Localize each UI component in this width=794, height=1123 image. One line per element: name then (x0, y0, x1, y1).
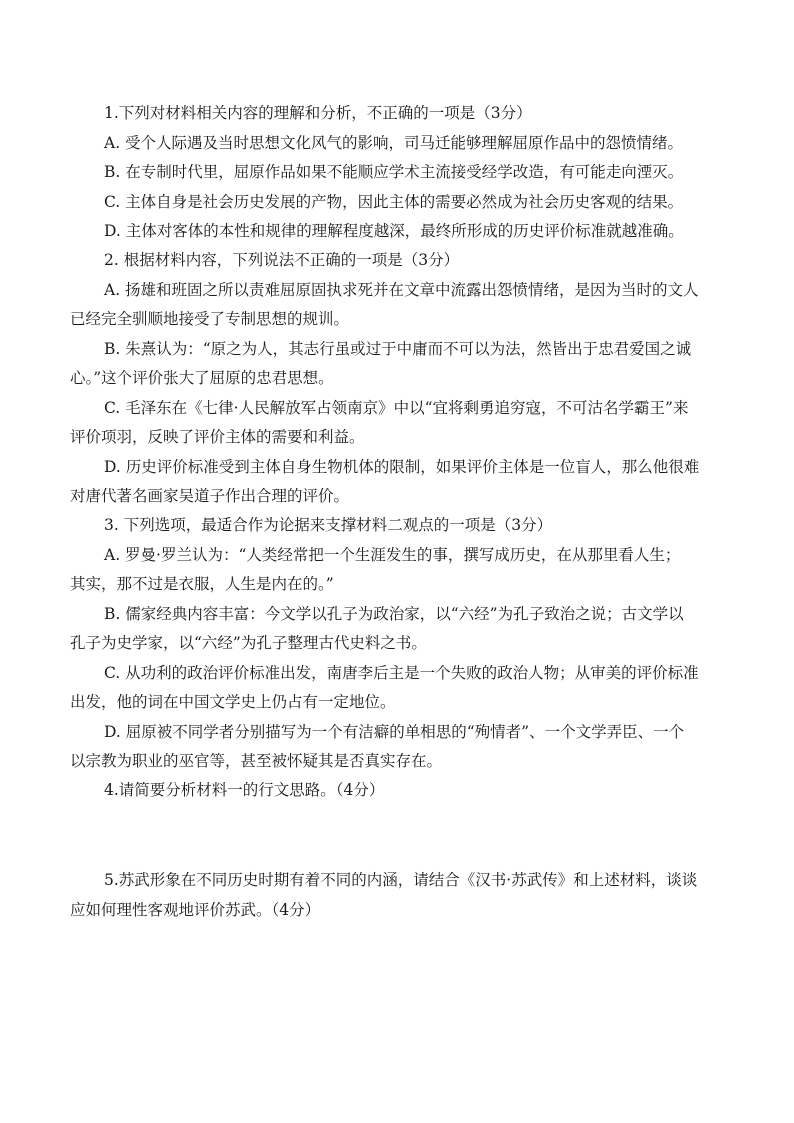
option-d: D. 屈原被不同学者分别描写为一个有洁癖的单相思的“殉情者”、一个文学弄臣、一个 (104, 722, 685, 741)
option-c: C. 毛泽东在《七律·人民解放军占领南京》中以“宜将剩勇追穷寇，不可沽名学霸王”来 (104, 398, 689, 417)
option-b: B. 朱熹认为：“原之为人，其志行虽或过于中庸而不可以为法，然皆出于忠君爱国之诚 (104, 339, 692, 358)
option-a-continued: 其实，那不过是衣服，人生是内在的。” (70, 575, 334, 593)
question-2 (70, 246, 724, 512)
option-d-continued: 对唐代著名画家吴道子作出合理的评价。 (70, 487, 350, 505)
question-5 (70, 866, 724, 925)
question-stem: 3. 下列选项，最适合作为论据来支撑材料二观点的一项是（3分） (104, 516, 553, 534)
question-4 (70, 776, 724, 806)
question-stem: 4.请简要分析材料一的行文思路。（4分） (104, 781, 385, 799)
question-1 (70, 99, 724, 247)
option-b-continued: 心。”这个评价张大了屈原的忠君思想。 (70, 369, 334, 387)
question-stem: 1.下列对材料相关内容的理解和分析，不正确的一项是（3分） (104, 104, 532, 122)
option-d: D. 历史评价标准受到主体自身生物机体的限制，如果评价主体是一位盲人，那么他很难 (104, 457, 700, 476)
option-c-continued: 评价项羽，反映了评价主体的需要和利益。 (70, 428, 365, 446)
option-b-continued: 孔子为史学家，以“六经”为孔子整理古代史料之书。 (70, 634, 427, 652)
question-stem: 2. 根据材料内容，下列说法不正确的一项是（3分） (104, 251, 460, 269)
option-d-continued: 以宗教为职业的巫官等，甚至被怀疑其是否真实存在。 (70, 752, 443, 770)
question-stem: 5.苏武形象在不同历史时期有着不同的内涵，请结合《汉书·苏武传》和上述材料，谈谈 (104, 871, 698, 889)
option-c: C. 主体自身是社会历史发展的产物，因此主体的需要必然成为社会历史客观的结果。 (104, 192, 684, 211)
option-c: C. 从功利的政治评价标准出发，南唐李后主是一个失败的政治人物；从审美的评价标准 (104, 663, 699, 682)
question-3 (70, 511, 724, 777)
option-d: D. 主体对客体的本性和规律的理解程度越深，最终所形成的历史评价标准就越准确。 (104, 222, 684, 240)
question-stem-continued: 应如何理性客观地评价苏武。（4分） (70, 900, 321, 919)
option-b: B. 在专制时代里，屈原作品如果不能顺应学术主流接受经学改造，有可能走向湮灭。 (104, 163, 684, 181)
option-a: A. 扬雄和班固之所以责难屈原固执求死并在文章中流露出怨愤情绪，是因为当时的文人 (104, 280, 699, 299)
option-a: A. 罗曼·罗兰认为：“人类经常把一个生涯发生的事，撰写成历史，在从那里看人生； (104, 545, 681, 564)
option-a: A. 受个人际遇及当时思想文化风气的影响，司马迁能够理解屈原作品中的怨愤情绪。 (104, 133, 684, 152)
option-c-continued: 出发，他的词在中国文学史上仍占有一定地位。 (70, 693, 396, 711)
option-a-continued: 已经完全驯顺地接受了专制思想的规训。 (70, 310, 350, 328)
option-b: B. 儒家经典内容丰富：今文学以孔子为政治家，以“六经”为孔子致治之说；古文学以 (104, 604, 684, 623)
